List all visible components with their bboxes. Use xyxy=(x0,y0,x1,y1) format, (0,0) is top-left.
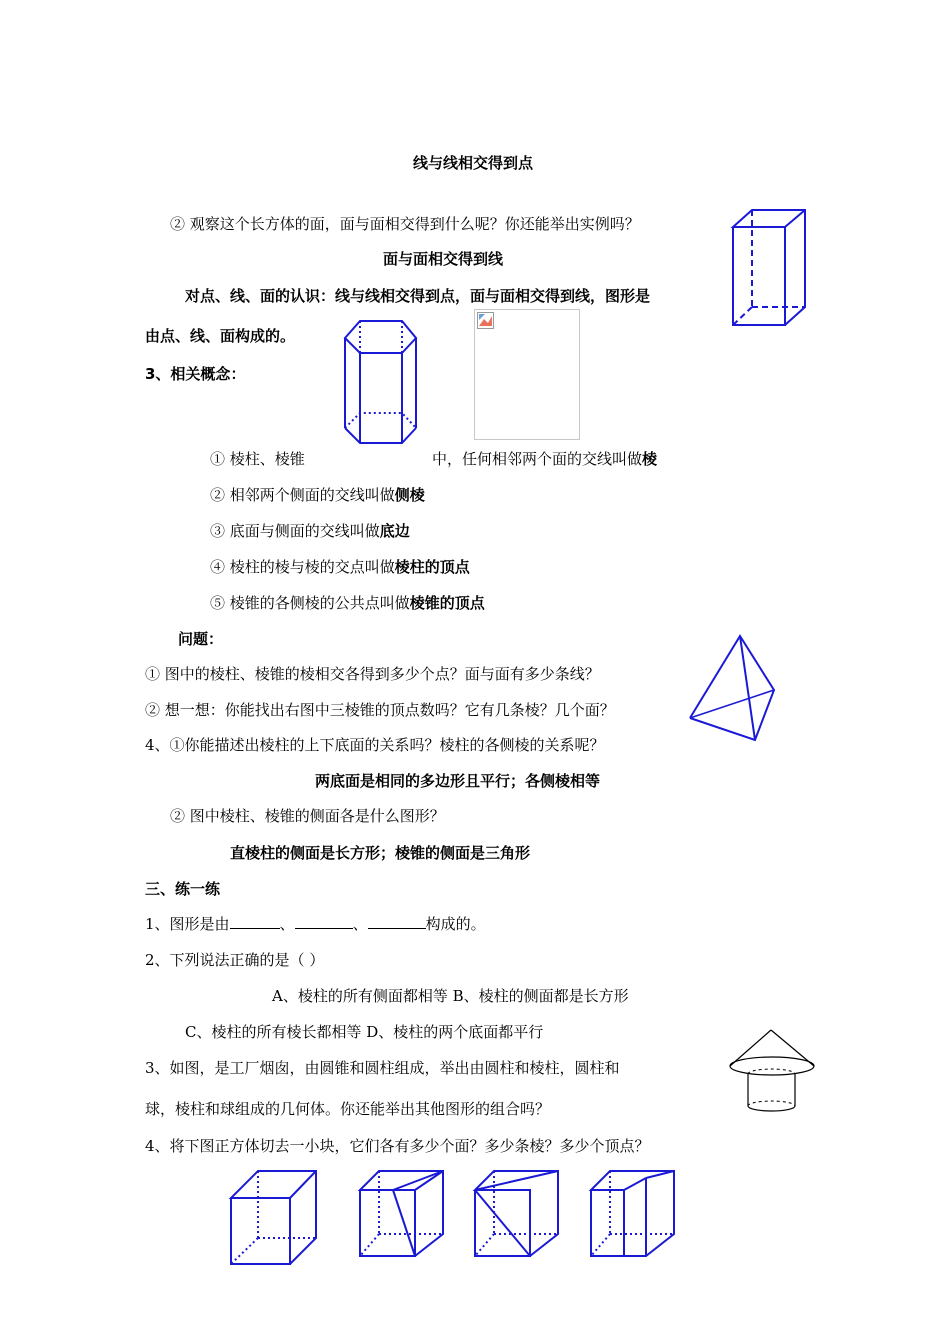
practice-2-options-cd: C、棱柱的所有棱长都相等 D、棱柱的两个底面都平行 xyxy=(185,1023,544,1041)
concepts-heading: 3、相关概念： xyxy=(145,365,246,383)
question-3: 4、①你能描述出棱柱的上下底面的关系吗？棱柱的各侧棱的关系呢？ xyxy=(145,736,605,754)
question-4: ② 图中棱柱、棱锥的侧面各是什么图形？ xyxy=(170,807,445,825)
practice-2-options-ab: A、棱柱的所有侧面都相等 B、棱柱的侧面都是长方形 xyxy=(272,987,629,1005)
concept-2: ② 相邻两个侧面的交线叫做侧棱 xyxy=(210,486,425,504)
broken-image-icon xyxy=(477,312,495,330)
practice-1: 1、图形是由 、 、 构成的。 xyxy=(145,915,486,933)
questions-heading: 问题： xyxy=(178,630,224,648)
question-faces: ② 观察这个长方体的面，面与面相交得到什么呢？你还能举出实例吗？ xyxy=(170,215,640,233)
blank-1[interactable] xyxy=(230,914,280,929)
cube-figure-1 xyxy=(228,1168,320,1268)
concept-1: ① 棱柱、棱锥 xyxy=(210,450,305,468)
practice-3-line-1: 3、如图，是工厂烟囱，由圆锥和圆柱组成，举出由圆柱和棱柱，圆柱和 xyxy=(145,1059,620,1077)
cube-figure-3 xyxy=(472,1168,564,1260)
blank-2[interactable] xyxy=(295,914,353,929)
summary-line-2: 由点、线、面构成的。 xyxy=(145,327,296,345)
practice-2: 2、下列说法正确的是（ ） xyxy=(145,951,325,969)
summary-line-1: 对点、线、面的认识：线与线相交得到点，面与面相交得到线，图形是 xyxy=(185,287,651,305)
practice-heading: 三、练一练 xyxy=(145,880,221,898)
hexagonal-prism-figure xyxy=(340,318,420,448)
answer-line: 面与面相交得到线 xyxy=(383,250,504,268)
concept-3: ③ 底面与侧面的交线叫做底边 xyxy=(210,522,410,540)
chimney-figure xyxy=(728,1028,818,1116)
practice-4: 4、将下图正方体切去一小块，它们各有多少个面？多少条棱？多少个顶点？ xyxy=(145,1137,650,1155)
blank-3[interactable] xyxy=(368,914,426,929)
cuboid-figure xyxy=(728,207,808,329)
answer-4: 直棱柱的侧面是长方形；棱锥的侧面是三角形 xyxy=(230,844,531,862)
cube-figure-2 xyxy=(357,1168,449,1260)
concept-5: ⑤ 棱锥的各侧棱的公共点叫做棱锥的顶点 xyxy=(210,594,485,612)
question-2: ② 想一想：你能找出右图中三棱锥的顶点数吗？它有几条棱？几个面？ xyxy=(145,701,615,719)
triangular-pyramid-figure xyxy=(685,633,780,743)
practice-3-line-2: 球，棱柱和球组成的几何体。你还能举出其他图形的组合吗？ xyxy=(145,1100,551,1118)
question-1: ① 图中的棱柱、棱锥的棱相交各得到多少个点？面与面有多少条线？ xyxy=(145,665,600,683)
heading-point: 线与线相交得到点 xyxy=(413,154,534,172)
image-placeholder xyxy=(474,309,580,440)
cube-figure-4 xyxy=(588,1168,680,1260)
answer-3: 两底面是相同的多边形且平行；各侧棱相等 xyxy=(315,772,601,790)
concept-4: ④ 棱柱的棱与棱的交点叫做棱柱的顶点 xyxy=(210,558,470,576)
concept-1-rest: 中，任何相邻两个面的交线叫做棱 xyxy=(432,450,658,468)
